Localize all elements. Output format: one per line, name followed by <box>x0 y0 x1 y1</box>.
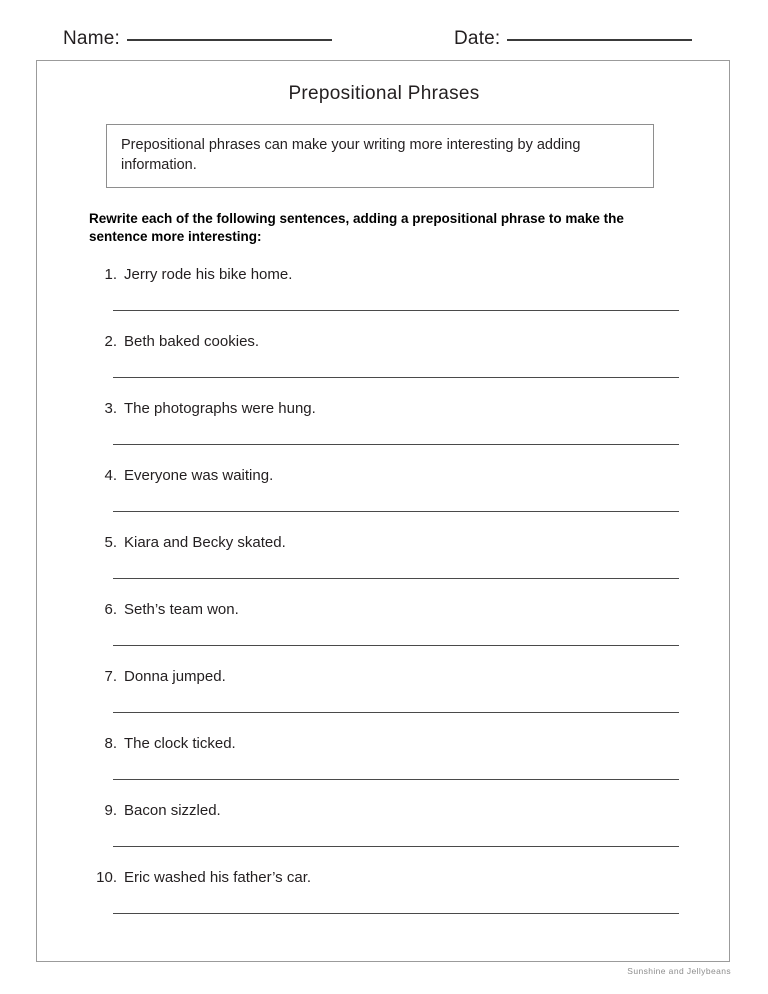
list-item <box>37 467 731 534</box>
question-row <box>89 802 221 819</box>
page-title: Prepositional Phrases <box>288 83 480 104</box>
answer-write-in-rule[interactable] <box>113 913 679 914</box>
question-row <box>89 869 311 886</box>
list-item <box>37 266 731 333</box>
question-sentence: Beth baked cookies. <box>124 333 260 350</box>
answer-write-in-rule[interactable] <box>113 377 679 378</box>
question-sentence: Kiara and Becky skated. <box>124 534 286 551</box>
date-field <box>454 28 692 50</box>
question-sentence: Eric washed his father’s car. <box>124 869 312 886</box>
date-write-in-rule[interactable] <box>507 39 692 41</box>
question-sentence: Seth’s team won. <box>124 601 239 618</box>
question-row <box>89 668 226 685</box>
answer-write-in-rule[interactable] <box>113 511 679 512</box>
date-label: Date: <box>454 28 501 49</box>
question-sentence: Bacon sizzled. <box>124 802 221 819</box>
worksheet-header <box>0 28 768 58</box>
list-item <box>37 400 731 467</box>
answer-write-in-rule[interactable] <box>113 645 679 646</box>
name-field <box>63 28 332 50</box>
list-item <box>37 333 731 400</box>
question-row <box>89 735 236 752</box>
question-number: 1. <box>104 266 117 283</box>
definition-text: Prepositional phrases can make your writing more interesting by adding information. <box>121 137 581 173</box>
list-item <box>37 802 731 869</box>
footer-credit: Sunshine and Jellybeans <box>627 966 731 976</box>
name-label: Name: <box>63 28 120 49</box>
answer-write-in-rule[interactable] <box>113 846 679 847</box>
list-item <box>37 534 731 601</box>
worksheet-frame <box>36 60 730 962</box>
question-number: 9. <box>104 802 117 819</box>
question-number: 4. <box>104 467 117 484</box>
question-number: 7. <box>104 668 117 685</box>
definition-box <box>106 124 654 188</box>
question-number: 3. <box>104 400 117 417</box>
question-sentence: The clock ticked. <box>124 735 236 752</box>
question-number: 5. <box>104 534 117 551</box>
question-row <box>89 601 239 618</box>
question-row <box>89 400 316 417</box>
question-number: 2. <box>104 333 117 350</box>
name-write-in-rule[interactable] <box>127 39 332 41</box>
question-row <box>89 467 273 484</box>
question-number: 8. <box>104 735 117 752</box>
list-item <box>37 668 731 735</box>
answer-write-in-rule[interactable] <box>113 779 679 780</box>
list-item <box>37 735 731 802</box>
answer-write-in-rule[interactable] <box>113 712 679 713</box>
answer-write-in-rule[interactable] <box>113 310 679 311</box>
question-sentence: Jerry rode his bike home. <box>124 266 293 283</box>
question-number: 6. <box>104 601 117 618</box>
answer-write-in-rule[interactable] <box>113 444 679 445</box>
list-item <box>37 601 731 668</box>
answer-write-in-rule[interactable] <box>113 578 679 579</box>
question-sentence: Donna jumped. <box>124 668 226 685</box>
question-sentence: The photographs were hung. <box>124 400 316 417</box>
instructions-text: Rewrite each of the following sentences, adding a prepositional phrase to make the sentence more interesting: <box>89 211 624 244</box>
question-list <box>37 266 731 936</box>
question-row <box>89 534 286 551</box>
question-row <box>89 266 292 283</box>
question-number: 10. <box>96 869 117 886</box>
list-item <box>37 869 731 936</box>
question-row <box>89 333 259 350</box>
question-sentence: Everyone was waiting. <box>124 467 274 484</box>
